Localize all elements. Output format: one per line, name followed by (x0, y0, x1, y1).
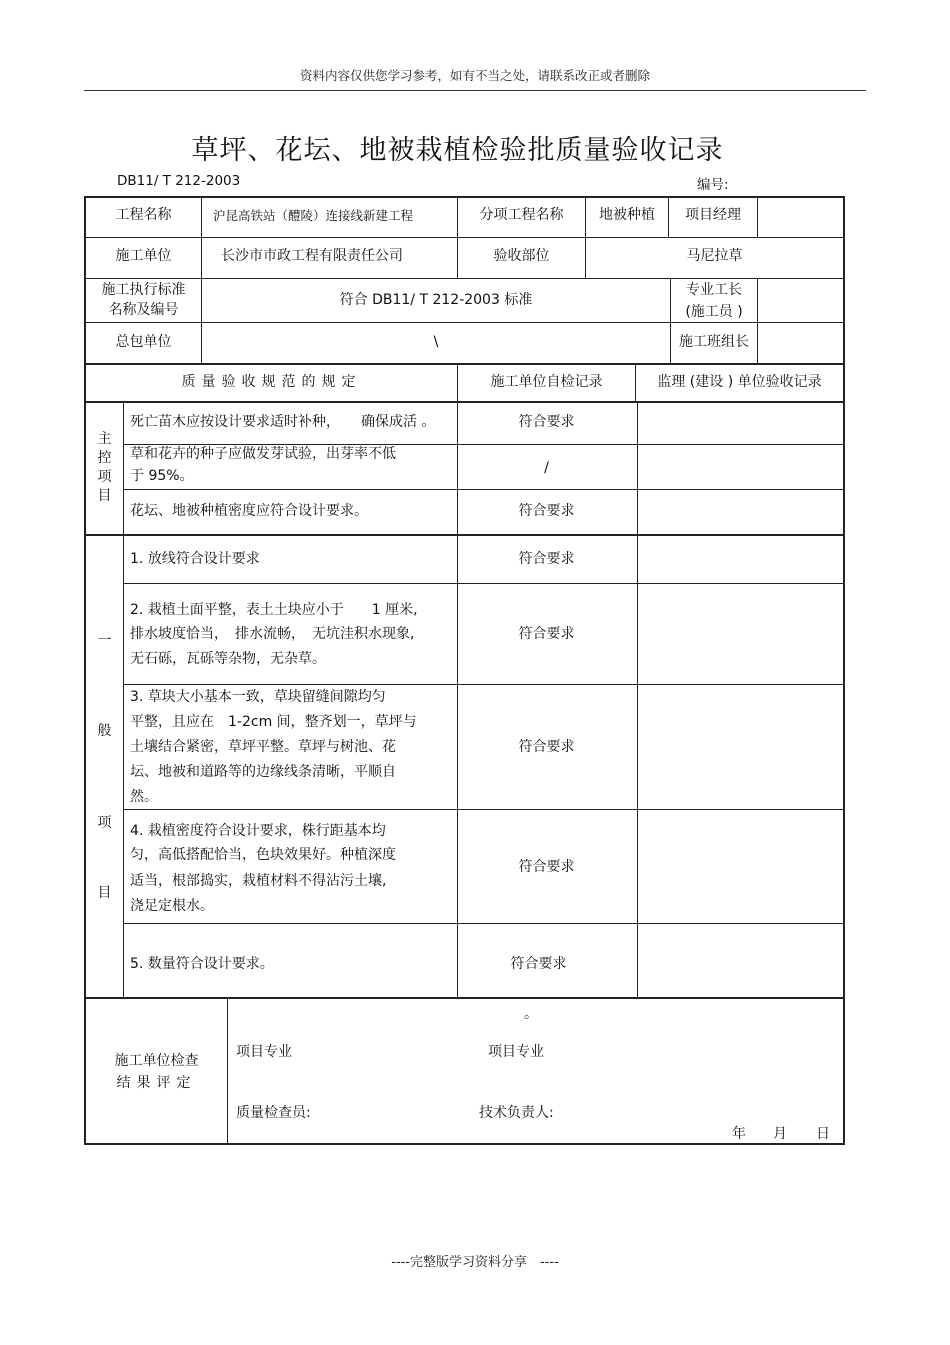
foreman-label-line1: 专业工长 (686, 282, 742, 298)
header-note: 资料内容仅供您学习参考，如有不当之处，请联系改正或者删除 (299, 68, 650, 83)
rule (84, 237, 845, 238)
rule (84, 363, 845, 365)
general-contractor-label: 总包单位 (115, 334, 172, 350)
general-item-text: 3. 草块大小基本一致，草块留缝间隙均匀 (130, 689, 386, 705)
sub-project-value: 地被种植 (599, 207, 655, 223)
rule (123, 923, 845, 924)
date-day-label: 日 (816, 1126, 830, 1142)
main-control-char: 主 (97, 431, 112, 447)
evaluation-prof-2: 项目专业 (488, 1044, 544, 1060)
project-name-label: 工程名称 (115, 207, 172, 223)
rule (757, 196, 758, 238)
footer-note: ----完整版学习资料分享 ---- (391, 1255, 559, 1270)
general-item-text: 2. 栽植土面平整，表土土块应小于 1 厘米, (130, 602, 418, 618)
general-item-text: 坛、地被和道路等的边缘线条清晰，平顺自 (130, 764, 396, 780)
main-control-label (86, 431, 123, 505)
standard-label-line2: 名称及编号 (108, 302, 179, 318)
standard-label-line1: 施工执行标准 (101, 282, 186, 298)
general-item-text: 浇足定根水。 (130, 898, 214, 914)
document-title: 草坪、花坛、地被栽植检验批质量验收记录 (191, 135, 724, 166)
rule (123, 401, 124, 999)
general-item-check: 符合要求 (518, 626, 575, 642)
main-item-text: 死亡苗木应按设计要求适时补种， 确保成活 。 (130, 414, 436, 430)
rule (637, 401, 638, 999)
rule (457, 363, 458, 999)
general-item-text: 无石砾，瓦砾等杂物，无杂草。 (130, 651, 326, 667)
acceptance-part-value: 马尼拉草 (686, 248, 743, 264)
general-label-char: 目 (97, 885, 112, 901)
general-item-text: 4. 栽植密度符合设计要求，株行距基本均 (130, 823, 386, 839)
main-control-char: 控 (97, 450, 112, 466)
standard-code: DB11/ T 212-2003 (117, 173, 241, 189)
general-label-char: 项 (97, 815, 112, 831)
project-name-value: 沪昆高铁站（醴陵）连接线新建工程 (213, 208, 414, 223)
table-border-top (84, 196, 845, 198)
main-item-check: / (544, 460, 549, 476)
general-item-text: 匀，高低搭配恰当，色块效果好。种植深度 (130, 847, 396, 863)
evaluation-prof-1: 项目专业 (236, 1044, 292, 1060)
rule (123, 444, 845, 445)
general-label-char: 一 (97, 633, 112, 649)
date-month-label: 月 (773, 1126, 787, 1142)
table-border-right (843, 196, 845, 1145)
project-manager-label: 项目经理 (685, 207, 741, 223)
general-item-text: 然。 (130, 789, 158, 805)
tech-lead-label: 技术负责人: (479, 1105, 554, 1121)
general-item-text: 土壤结合紧密，草坪平整。草坪与树池、花 (130, 739, 396, 755)
rule (84, 534, 845, 536)
team-leader-label: 施工班组长 (679, 334, 749, 350)
evaluation-dot: 。 (524, 1006, 538, 1022)
acceptance-part-label: 验收部位 (493, 248, 550, 264)
rule (123, 583, 845, 584)
evaluation-label-line1: 施工单位检查 (114, 1053, 199, 1069)
column-header-self-check: 施工单位自检记录 (490, 374, 603, 390)
table-border-bottom (84, 1143, 845, 1145)
column-header-spec: 质量验收规范的规定 (181, 374, 362, 390)
rule (123, 809, 845, 810)
general-item-check: 符合要求 (518, 859, 575, 875)
main-item-text: 草和花卉的种子应做发芽试验，出芽率不低 (130, 446, 396, 462)
main-item-check: 符合要求 (518, 414, 575, 430)
main-item-text: 花坛、地被种植密度应符合设计要求。 (130, 503, 368, 519)
rule (84, 322, 845, 323)
general-item-text: 平整，且应在 1-2cm 间，整齐划一，草坪与 (130, 714, 417, 730)
construction-unit-value: 长沙市市政工程有限责任公司 (221, 248, 403, 264)
number-label: 编号: (697, 177, 729, 193)
rule (227, 997, 228, 1145)
date-year-label: 年 (732, 1126, 746, 1142)
rule (84, 401, 845, 403)
general-item-text: 排水坡度恰当， 排水流畅， 无坑洼积水现象, (130, 626, 415, 642)
main-control-char: 目 (97, 488, 112, 504)
rule (84, 997, 845, 999)
rule (84, 278, 845, 279)
general-contractor-value: \ (433, 334, 439, 350)
main-item-check: 符合要求 (518, 503, 575, 519)
evaluation-label-line2: 结果评定 (116, 1075, 197, 1091)
sub-project-label: 分项工程名称 (479, 207, 564, 223)
main-item-text: 于 95%。 (130, 468, 194, 484)
rule (123, 684, 845, 685)
standard-value: 符合 DB11/ T 212-2003 标准 (339, 292, 533, 308)
main-control-char: 项 (97, 469, 112, 485)
general-label-char: 般 (97, 723, 112, 739)
general-item-text: 1. 放线符合设计要求 (130, 551, 260, 567)
construction-unit-label: 施工单位 (115, 248, 172, 264)
header-divider (84, 90, 866, 91)
general-item-check: 符合要求 (518, 551, 575, 567)
general-item-text: 5. 数量符合设计要求。 (130, 956, 274, 972)
quality-inspector-label: 质量检查员: (236, 1105, 311, 1121)
general-item-check: 符合要求 (518, 739, 575, 755)
rule (757, 278, 758, 364)
foreman-label-line2: (施工员 ) (685, 304, 743, 320)
general-item-text: 适当，根部捣实，栽植材料不得沾污土壤, (130, 873, 387, 889)
rule (123, 489, 845, 490)
general-item-check: 符合要求 (510, 956, 567, 972)
column-header-supervision: 监理 (建设 ) 单位验收记录 (657, 374, 822, 390)
